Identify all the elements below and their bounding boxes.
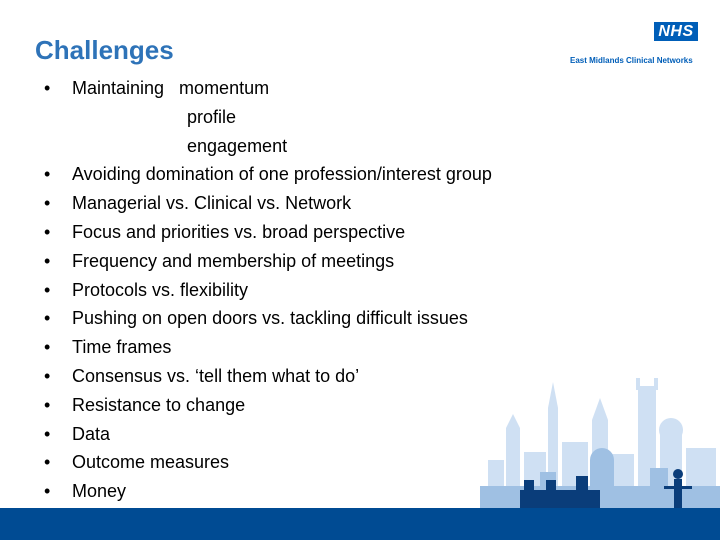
footer-bar [0,508,720,540]
list-item [44,218,492,247]
list-item [44,276,492,305]
bullet-text: Data [72,423,111,444]
org-name: East Midlands Clinical Networks [570,56,693,65]
list-item [44,362,492,391]
bullet-marker: • [44,452,51,473]
bullet-marker: • [44,164,51,185]
bullet-marker: • [44,279,51,300]
nhs-logo [568,22,700,70]
city-skyline-illustration [480,368,720,508]
bullet-text: Outcome measures [72,452,230,473]
bullet-text: Protocols vs. flexibility [72,279,249,300]
bullet-marker: • [44,481,51,502]
bullet-text: Time frames [72,337,172,358]
bullet-text: Pushing on open doors vs. tackling difficult issues [72,308,468,329]
list-item [44,477,492,506]
bullet-text: Managerial vs. Clinical vs. Network [72,193,352,214]
bullet-text: Frequency and membership of meetings [72,250,395,271]
bullet-text: Consensus vs. ‘tell them what to do’ [72,365,360,386]
bullet-text: Money [72,481,127,502]
list-item [44,333,492,362]
bullet-text: Resistance to change [72,394,246,415]
nhs-logo-mark: NHS [654,22,698,41]
bullet-marker: • [44,308,51,329]
bullet-marker: • [44,337,51,358]
bullet-sub-line: profile [187,106,237,127]
list-item [44,189,492,218]
bullet-sub-line: engagement [187,135,288,156]
list-item [44,304,492,333]
bullet-marker: • [44,423,51,444]
bullet-text: Maintaining momentum [72,78,270,98]
bullet-marker: • [44,193,51,214]
list-item [44,74,492,160]
bullet-marker: • [44,394,51,415]
list-item [44,420,492,449]
bullet-text: Focus and priorities vs. broad perspective [72,221,406,242]
bullet-marker: • [44,250,51,271]
bullet-marker: • [44,221,51,242]
list-item [44,391,492,420]
bullet-marker: • [44,365,51,386]
bullet-text: Avoiding domination of one profession/interest group [72,164,492,185]
list-item [44,247,492,276]
list-item [44,448,492,477]
bullet-list [44,74,492,506]
bullet-marker: • [44,78,51,98]
slide-title: Challenges [35,35,174,65]
list-item [44,160,492,189]
